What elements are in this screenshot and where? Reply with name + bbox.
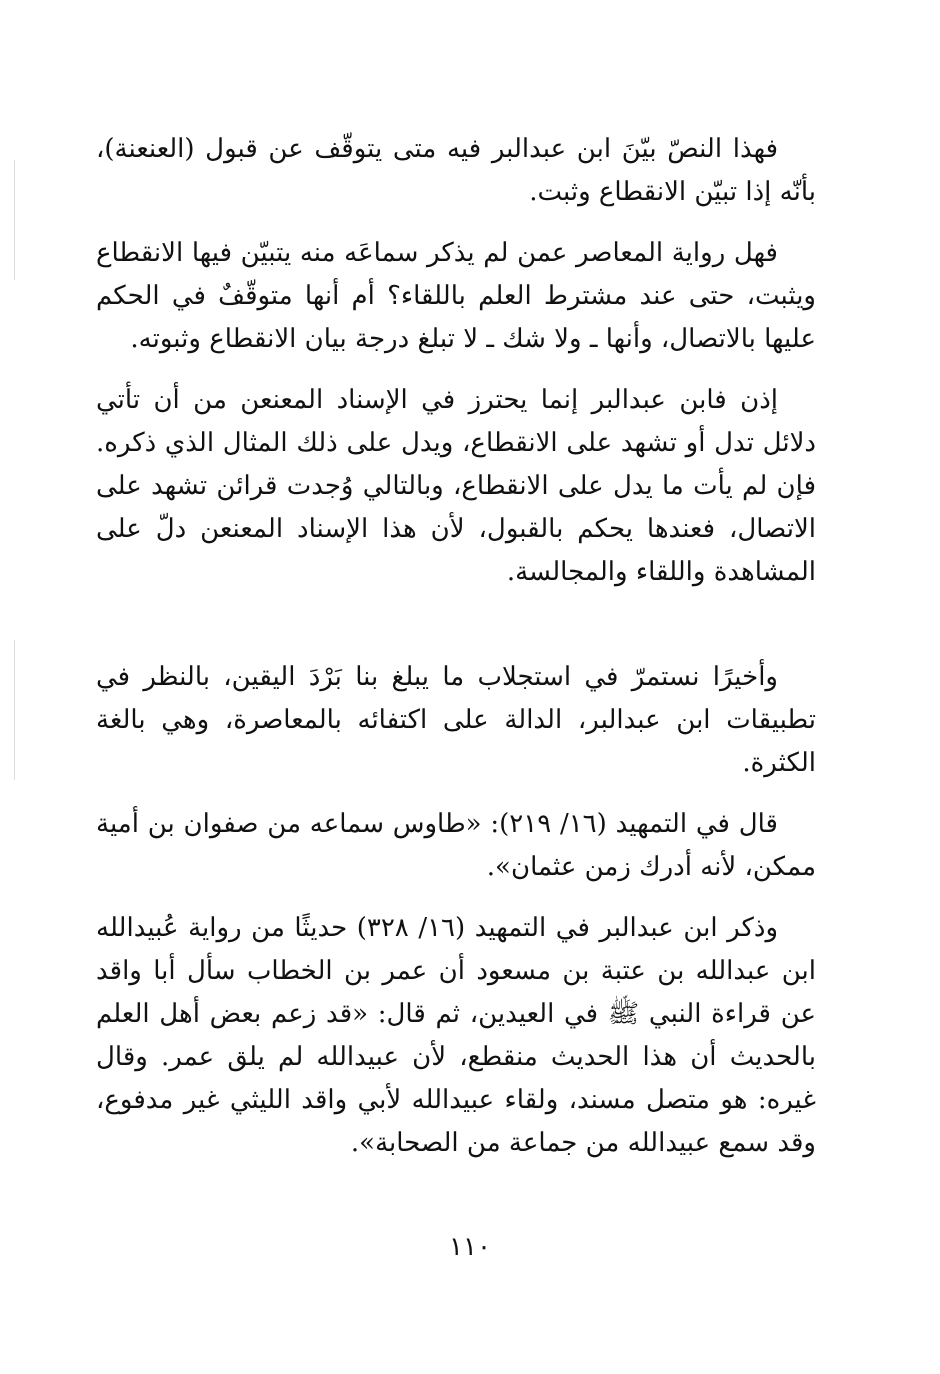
paragraph-1: فهذا النصّ بيّنَ ابن عبدالبر فيه متى يتوقّف عن قبول (العنعنة)، بأنّه إذا تبيّن الانقطاع وثبت. — [96, 134, 816, 207]
paragraph-5: قال في التمهيد (١٦/ ٢١٩): «طاوس سماعه من صفوان بن أمية ممكن، لأنه أدرك زمن عثمان». — [96, 809, 816, 882]
paragraph-4: وأخيرًا نستمرّ في استجلاب ما يبلغ بنا بَرْدَ اليقين، بالنظر في تطبيقات ابن عبدالبر، الدالة على اكتفائه بالمعاصرة، وهي بالغة الكثرة. — [96, 662, 816, 778]
paragraph-2: فهل رواية المعاصر عمن لم يذكر سماعَه منه يتبيّن فيها الانقطاع ويثبت، حتى عند مشترط العلم باللقاء؟ أم أنها متوقّفٌ في الحكم عليها بالاتصال، وأنها ـ ولا شك ـ لا تبلغ درجة بيان الانقطاع وثبوته. — [96, 238, 816, 354]
page-number: ١١٠ — [449, 1232, 491, 1262]
page-body — [96, 128, 816, 1183]
page-edge-mark-top — [14, 160, 15, 280]
paragraph-6: وذكر ابن عبدالبر في التمهيد (١٦/ ٣٢٨) حديثًا من رواية عُبيدالله ابن عبدالله بن عتبة بن مسعود أن عمر بن الخطاب سأل أبا واقد عن قراءة النبي ﷺ في العيدين، ثم قال: «قد زعم بعض أهل العلم بالحديث أن هذا الحديث منقطع، لأن عبيدالله لم يلق عمر. وقال غيره: هو متصل مسند، ولقاء عبيدالله لأبي واقد الليثي غير مدفوع، وقد سمع عبيدالله من جماعة من الصحابة». — [96, 913, 816, 1158]
paragraph-3: إذن فابن عبدالبر إنما يحترز في الإسناد المعنعن من أن تأتي دلائل تدل أو تشهد على الانقطاع، ويدل على ذلك المثال الذي ذكره. فإن لم يأت ما يدل على الانقطاع، وبالتالي وُجدت قرائن تشهد على الاتصال، فعندها يحكم بالقبول، لأن هذا الإسناد المعنعن دلّ على المشاهدة واللقاء والمجالسة. — [96, 385, 816, 587]
page-edge-mark-bottom — [14, 640, 15, 780]
